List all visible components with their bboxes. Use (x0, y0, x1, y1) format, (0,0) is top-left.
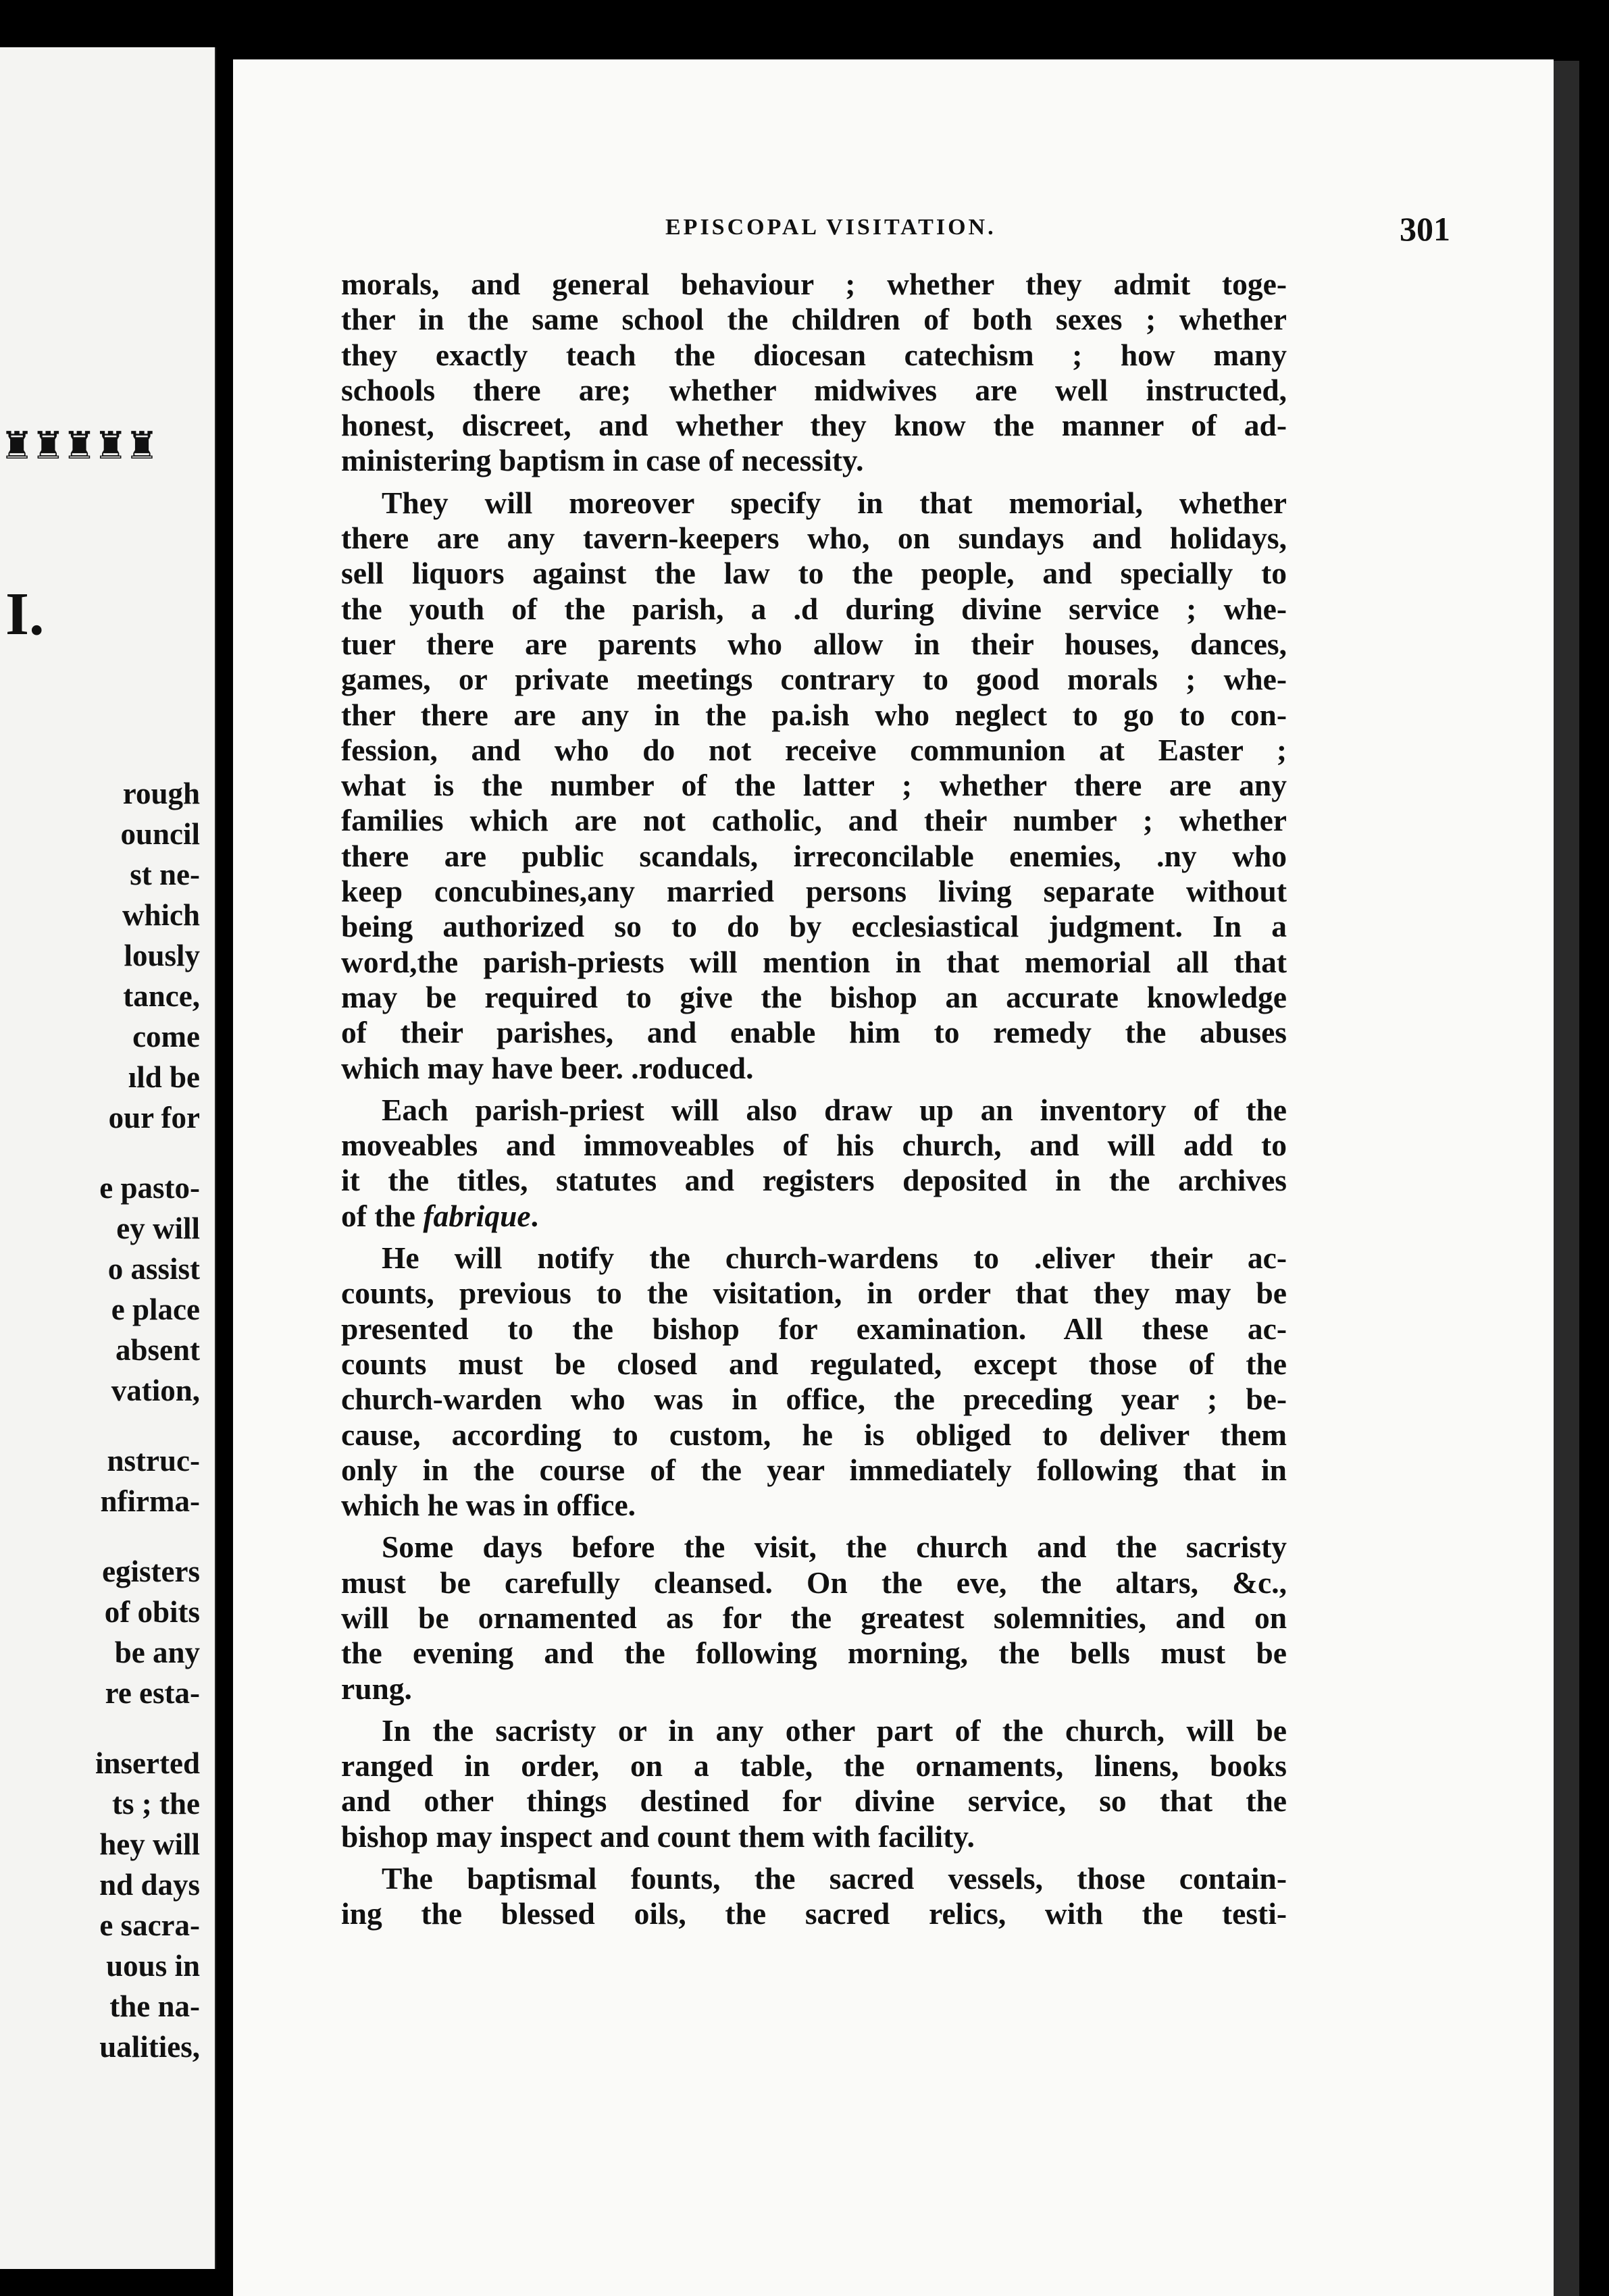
paragraph (341, 486, 1287, 1086)
text-line: schools there are; whether midwives are well instructed, (341, 372, 1287, 407)
left-page-line: ualities, (99, 2030, 200, 2064)
text-line: word,the parish-priests will mention in that memorial all that (341, 944, 1287, 979)
text-line: They will moreover specify in that memorial, whether (382, 485, 1287, 520)
text-line: which may have beer. .roduced. (341, 1050, 754, 1085)
page-number: 301 (1400, 210, 1450, 248)
text-line: the youth of the parish, a .d during divine service ; whe- (341, 591, 1287, 626)
left-page-line: e sacra- (99, 1908, 200, 1942)
left-page-line: come (132, 1020, 200, 1053)
text-line: only in the course of the year immediately following that in (341, 1452, 1287, 1487)
text-line: will be ornamented as for the greatest solemnities, and on (341, 1600, 1287, 1635)
text-line: rung. (341, 1671, 412, 1706)
left-page-line: o assist (107, 1252, 200, 1286)
left-page-line: nstruc- (107, 1444, 200, 1478)
text-line: sell liquors against the law to the people, and specially to (341, 556, 1287, 591)
paragraph (341, 1861, 1287, 1932)
left-page (0, 47, 216, 2269)
text-line: fession, and who do not receive communion at Easter ; (341, 732, 1287, 767)
text-line: He will notify the church-wardens to .eliver their ac- (382, 1241, 1287, 1276)
text-line: In the sacristy or in any other part of the church, will be (382, 1713, 1287, 1748)
text-line: families which are not catholic, and their number ; whether (341, 803, 1287, 838)
left-page-line: nfirma- (100, 1484, 200, 1518)
paragraph (341, 267, 1287, 479)
left-page-gap (0, 1521, 200, 1551)
left-page-line: uous in (106, 1949, 200, 1983)
text-line: of their parishes, and enable him to remedy the abuses (341, 1015, 1287, 1050)
book-spine (1554, 61, 1579, 2296)
left-page-gap (0, 1713, 200, 1743)
body-text (341, 267, 1287, 1932)
left-page-line: e place (111, 1293, 200, 1326)
text-line: there are any tavern-keepers who, on sundays and holidays, (341, 521, 1287, 556)
running-head: EPISCOPAL VISITATION. (665, 215, 996, 240)
text-line: may be required to give the bishop an accurate knowledge (341, 979, 1287, 1014)
text-line: Each parish-priest will also draw up an inventory of the (382, 1092, 1287, 1127)
left-page-line: nd days (99, 1868, 200, 1902)
text-line: tuer there are parents who allow in their houses, dances, (341, 626, 1287, 661)
left-page-line: ıld be (128, 1060, 200, 1094)
text-line: Some days before the visit, the church and the sacristy (382, 1530, 1287, 1565)
left-page-line: be any (114, 1636, 200, 1669)
text-line: ing the blessed oils, the sacred relics, with the testi- (341, 1896, 1287, 1931)
text-line: church-warden who was in office, the preceding year ; be- (341, 1382, 1287, 1417)
paragraph (341, 1093, 1287, 1234)
left-page-line: ey will (116, 1211, 200, 1245)
left-page-line: lously (124, 939, 200, 972)
paragraph (341, 1530, 1287, 1706)
left-page-text (0, 773, 200, 2067)
left-page-line: egisters (102, 1555, 200, 1588)
paragraph (341, 1241, 1287, 1523)
left-page-gap (0, 1411, 200, 1440)
italic-term: fabrique (423, 1198, 531, 1233)
text-line: there are public scandals, irreconcilable enemies, .ny who (341, 838, 1287, 873)
left-page-line: ts ; the (112, 1787, 200, 1821)
left-page-line: ouncil (120, 817, 200, 851)
text-line: it the titles, statutes and registers deposited in the archives (341, 1163, 1287, 1198)
page-header (665, 209, 1450, 250)
text-line: counts must be closed and regulated, except those of the (341, 1346, 1287, 1381)
text-line: morals, and general behaviour ; whether they admit toge- (341, 267, 1287, 301)
left-page-line: re esta- (105, 1676, 200, 1710)
left-page-line: e pasto- (99, 1171, 200, 1205)
text-line: and other things destined for divine service, so that the (341, 1783, 1287, 1819)
text-line: being authorized so to do by ecclesiastical judgment. In a (341, 909, 1287, 944)
ornament-band: ♜♜♜♜♜ (0, 425, 157, 467)
text-line: which he was in office. (341, 1488, 636, 1523)
left-page-line: our for (108, 1101, 200, 1134)
left-page-line: absent (115, 1333, 200, 1367)
text-line: ther in the same school the children of both sexes ; whether (341, 302, 1287, 337)
left-page-line: vation, (111, 1374, 200, 1407)
text-line: games, or private meetings contrary to good morals ; whe- (341, 662, 1287, 697)
text-line: honest, discreet, and whether they know the manner of ad- (341, 408, 1287, 443)
left-page-line: which (122, 898, 200, 932)
left-page-line: rough (122, 777, 200, 810)
left-page-line: tance, (123, 979, 200, 1013)
text-line: what is the number of the latter ; whether there are any (341, 768, 1287, 803)
left-page-heading-fragment: I. (5, 581, 45, 648)
paragraph (341, 1713, 1287, 1854)
text-line: presented to the bishop for examination. All these ac- (341, 1311, 1287, 1346)
text-line: counts, previous to the visitation, in order that they may be (341, 1276, 1287, 1311)
left-page-line: st ne- (130, 858, 200, 891)
text-line: moveables and immoveables of his church, and will add to (341, 1128, 1287, 1163)
text-line: keep concubines,any married persons living separate without (341, 874, 1287, 909)
left-page-gap (0, 1138, 200, 1168)
left-page-line: hey will (99, 1827, 200, 1861)
text-line: ranged in order, on a table, the ornaments, linens, books (341, 1748, 1287, 1783)
text-line: ther there are any in the pa.ish who neglect to go to con- (341, 697, 1287, 732)
text-line: they exactly teach the diocesan catechism ; how many (341, 337, 1287, 372)
left-page-line: of obits (104, 1595, 200, 1629)
text-line: of the fabrique. (341, 1198, 538, 1233)
left-page-line: inserted (95, 1746, 200, 1780)
text-line: must be carefully cleansed. On the eve, the altars, &c., (341, 1565, 1287, 1600)
left-page-line: the na- (109, 1989, 200, 2023)
text-line: bishop may inspect and count them with facility. (341, 1819, 975, 1854)
text-line: ministering baptism in case of necessity. (341, 443, 864, 478)
text-line: the evening and the following morning, the bells must be (341, 1636, 1287, 1671)
text-line: cause, according to custom, he is obliged to deliver them (341, 1417, 1287, 1452)
text-line: The baptismal founts, the sacred vessels, those contain- (382, 1861, 1287, 1896)
